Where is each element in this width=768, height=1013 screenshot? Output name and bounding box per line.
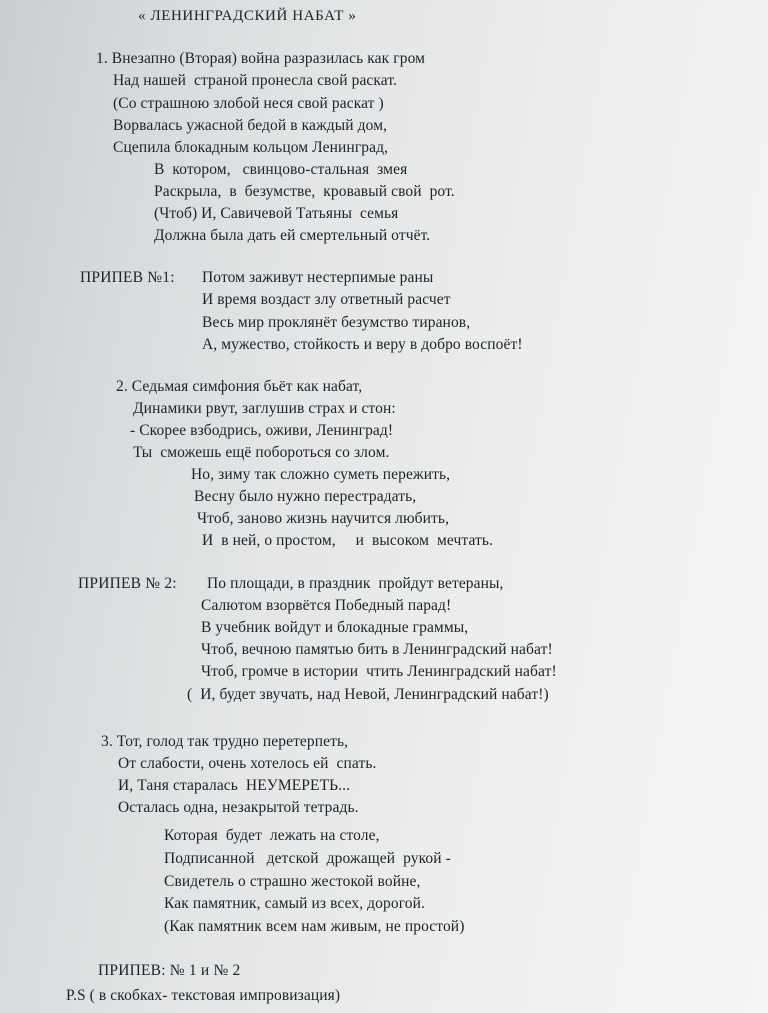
verse-line: Ты сможешь ещё побороться со злом. — [133, 444, 390, 461]
chorus-line: Весь мир проклянёт безумство тиранов, — [202, 314, 471, 331]
verse-line: Должна была дать ей смертельный отчёт. — [154, 227, 431, 244]
verse-line: Но, зиму так сложно суметь пережить, — [191, 466, 451, 483]
verse-line: Сцепила блокадным кольцом Ленинград, — [113, 139, 389, 156]
postscript-note: P.S ( в скобках- текстовая импровизация) — [66, 987, 341, 1004]
verse-line: Как памятник, самый из всех, дорогой. — [164, 895, 426, 912]
final-chorus-note: ПРИПЕВ: № 1 и № 2 — [98, 962, 241, 979]
verse-line: И в ней, о простом, и высоком мечтать. — [202, 532, 494, 549]
chorus-line: А, мужество, стойкость и веру в добро воспоёт! — [202, 336, 523, 353]
chorus-label: ПРИПЕВ № 2: — [78, 575, 177, 592]
chorus-line: ( И, будет звучать, над Невой, Ленинградский набат!) — [187, 686, 549, 703]
verse-line: Которая будет лежать на столе, — [164, 827, 380, 844]
verse-line: Раскрыла, в безумстве, кровавый свой рот. — [154, 183, 455, 200]
chorus-line: Салютом взорвётся Победный парад! — [201, 597, 452, 614]
chorus-label: ПРИПЕВ №1: — [80, 269, 175, 286]
verse-line: Над нашей страной пронесла свой раскат. — [113, 72, 398, 89]
chorus-line: Чтоб, громче в истории чтить Ленинградский набат! — [201, 663, 557, 680]
verse-line: 3. Тот, голод так трудно перетерпеть, — [101, 733, 349, 750]
verse-line: Подписанной детской дрожащей рукой - — [164, 850, 451, 867]
verse-line: От слабости, очень хотелось ей спать. — [118, 755, 377, 772]
chorus-line: И время воздаст злу ответный расчет — [202, 291, 451, 308]
chorus-line: В учебник войдут и блокадные граммы, — [201, 619, 469, 636]
verse-line: В котором, свинцово-стальная змея — [154, 161, 408, 178]
verse-line: Динамики рвут, заглушив страх и стон: — [133, 400, 396, 417]
verse-line: 2. Седьмая симфония бьёт как набат, — [116, 378, 363, 395]
verse-line: И, Таня старалась НЕУМЕРЕТЬ... — [118, 777, 351, 794]
verse-line: Чтоб, заново жизнь научится любить, — [197, 510, 450, 527]
verse-line: Весну было нужно перестрадать, — [194, 488, 417, 505]
verse-line: Осталась одна, незакрытой тетрадь. — [118, 799, 359, 816]
verse-line: (Со страшною злобой неся свой раскат ) — [113, 95, 384, 112]
chorus-line: По площади, в праздник пройдут ветераны, — [207, 575, 504, 592]
verse-line: (Чтоб) И, Савичевой Татьяны семья — [154, 205, 399, 222]
page-title: « ЛЕНИНГРАДСКИЙ НАБАТ » — [138, 8, 357, 24]
chorus-line: Чтоб, вечною памятью бить в Ленинградский набат! — [201, 641, 553, 658]
chorus-line: Потом заживут нестерпимые раны — [202, 269, 434, 286]
verse-line: (Как памятник всем нам живым, не простой) — [164, 918, 465, 935]
verse-line: Ворвалась ужасной бедой в каждый дом, — [113, 117, 388, 134]
verse-line: - Скорее взбодрись, оживи, Ленинград! — [130, 422, 394, 439]
verse-line: Свидетель о страшно жестокой войне, — [164, 873, 421, 890]
verse-line: 1. Внезапно (Вторая) война разразилась как гром — [96, 50, 426, 67]
